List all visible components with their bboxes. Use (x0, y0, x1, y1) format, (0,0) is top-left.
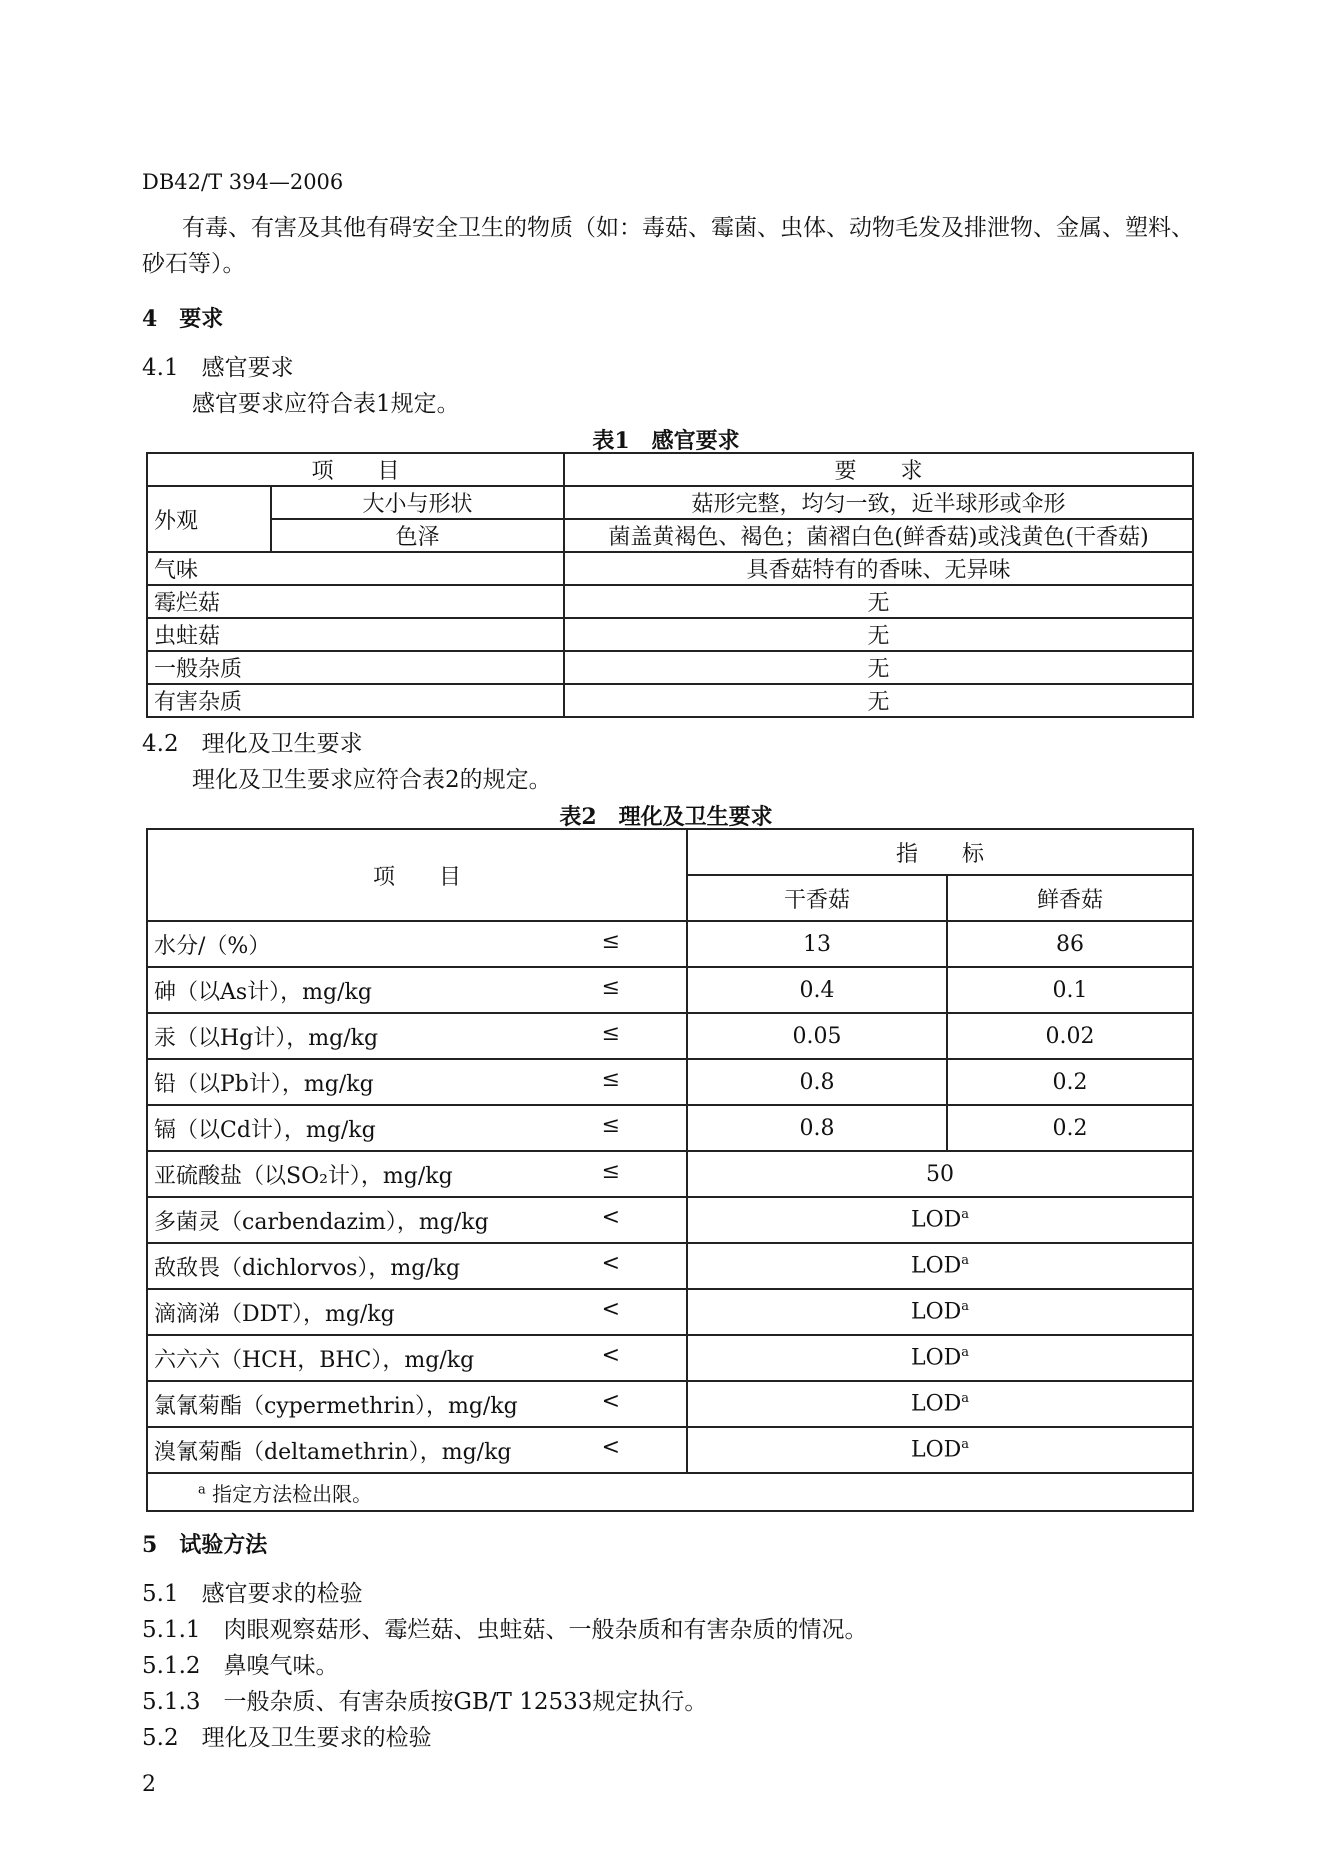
table2-op: < (601, 1388, 620, 1414)
table2-fresh-value: 0.2 (947, 1059, 1193, 1105)
section-4-1-title: 4.1 感官要求 (142, 355, 294, 381)
table2-caption: 表2 理化及卫生要求 (559, 804, 773, 830)
table2-op: ≤ (601, 928, 620, 954)
table1-req: 无 (564, 618, 1193, 651)
table2-dry-value: 0.05 (687, 1013, 947, 1059)
table2-dry-value: 0.8 (687, 1059, 947, 1105)
footnote-mark: a (961, 1345, 970, 1361)
table1-item: 气味 (147, 552, 564, 585)
page-number: 2 (142, 1772, 156, 1797)
table-row (147, 967, 1193, 1013)
table2-op: ≤ (601, 1020, 620, 1046)
table1-appearance: 外观 (147, 486, 271, 552)
table-row (147, 1289, 1193, 1335)
table2-limit-value: LOD (910, 1391, 962, 1417)
table2-item: 六六六（HCH，BHC），mg/kg (154, 1347, 475, 1373)
table2-head-item: 项 目 (147, 829, 687, 921)
table2-item: 氯氰菊酯（cypermethrin），mg/kg (154, 1393, 518, 1419)
table2-item: 亚硫酸盐（以SO₂计），mg/kg (154, 1163, 453, 1189)
table2-item: 滴滴涕（DDT），mg/kg (154, 1301, 395, 1327)
table1-item: 一般杂质 (147, 651, 564, 684)
section-5-1-3: 5.1.3 一般杂质、有害杂质按GB/T 12533规定执行。 (142, 1689, 708, 1715)
table-row (147, 618, 1193, 651)
table2-limit-value: LOD (910, 1437, 962, 1463)
table2-op: < (601, 1434, 620, 1460)
section-5-1-2: 5.1.2 鼻嗅气味。 (142, 1653, 339, 1679)
table1-sub-item: 色泽 (271, 519, 564, 552)
table2-limit-value: LOD (910, 1299, 962, 1325)
table-row (147, 585, 1193, 618)
table2-item: 砷（以As计），mg/kg (154, 979, 372, 1005)
table1-item: 霉烂菇 (147, 585, 564, 618)
table-row (147, 1013, 1193, 1059)
footnote-mark: a (961, 1253, 970, 1269)
table1-sensory (146, 452, 1194, 718)
footnote-mark: a (961, 1391, 970, 1407)
table2-item: 镉（以Cd计），mg/kg (154, 1117, 376, 1143)
table-row (147, 1059, 1193, 1105)
table2-footnote-row (147, 1473, 1193, 1511)
section-4-title: 4 要求 (142, 306, 224, 332)
table2-fresh-value: 0.1 (947, 967, 1193, 1013)
section-4-2-text: 理化及卫生要求应符合表2的规定。 (192, 767, 552, 793)
table-row (147, 1197, 1193, 1243)
table2-op: < (601, 1204, 620, 1230)
table2-dry-value: 13 (687, 921, 947, 967)
table2-op: ≤ (601, 1158, 620, 1184)
table1-req: 菇形完整，均匀一致，近半球形或伞形 (564, 486, 1193, 519)
table-row (147, 651, 1193, 684)
table1-item: 有害杂质 (147, 684, 564, 717)
table1-caption: 表1 感官要求 (592, 428, 740, 454)
table2-op: < (601, 1296, 620, 1322)
table2-limit-value: LOD (910, 1207, 962, 1233)
table1-item: 虫蛀菇 (147, 618, 564, 651)
table2-physicochemical (146, 828, 1194, 1512)
table-row (147, 1381, 1193, 1427)
section-5-2-title: 5.2 理化及卫生要求的检验 (142, 1725, 432, 1751)
footnote-mark: a (198, 1481, 206, 1497)
table2-item: 多菌灵（carbendazim），mg/kg (154, 1209, 489, 1235)
table2-footnote: 指定方法检出限。 (212, 1481, 373, 1506)
footnote-mark: a (961, 1207, 970, 1223)
table2-op: ≤ (601, 1066, 620, 1092)
table2-op: ≤ (601, 1112, 620, 1138)
table2-limit-value: LOD (910, 1253, 962, 1279)
table1-head-req: 要 求 (564, 453, 1193, 486)
table2-head-index: 指 标 (687, 829, 1193, 875)
table2-item: 溴氰菊酯（deltamethrin），mg/kg (154, 1439, 512, 1465)
table2-dry-value: 0.4 (687, 967, 947, 1013)
intro-line-1: 有毒、有害及其他有碍安全卫生的物质（如：毒菇、霉菌、虫体、动物毛发及排泄物、金属、塑料、 (182, 215, 1194, 241)
table1-req: 菌盖黄褐色、褐色；菌褶白色(鲜香菇)或浅黄色(干香菇) (564, 519, 1193, 552)
table2-limit-value: LOD (910, 1345, 962, 1371)
table-row (147, 1243, 1193, 1289)
table2-fresh-value: 0.02 (947, 1013, 1193, 1059)
footnote-mark: a (961, 1437, 970, 1453)
section-5-1-title: 5.1 感官要求的检验 (142, 1581, 363, 1607)
table2-op: < (601, 1342, 620, 1368)
footnote-mark: a (961, 1299, 970, 1315)
table-row (147, 1335, 1193, 1381)
table-row (147, 486, 1193, 519)
table1-header-row (147, 453, 1193, 486)
table1-req: 无 (564, 684, 1193, 717)
table-row (147, 1151, 1193, 1197)
table1-head-item: 项 目 (147, 453, 564, 486)
table2-item: 水分/（%） (154, 933, 271, 959)
table2-op: ≤ (601, 974, 620, 1000)
table2-op: < (601, 1250, 620, 1276)
table2-fresh-value: 0.2 (947, 1105, 1193, 1151)
table-row (147, 684, 1193, 717)
table-row (147, 1105, 1193, 1151)
table-row (147, 1427, 1193, 1473)
table2-col-dry: 干香菇 (687, 875, 947, 921)
table2-dry-value: 0.8 (687, 1105, 947, 1151)
table2-fresh-value: 86 (947, 921, 1193, 967)
table-row (147, 552, 1193, 585)
table2-item: 敌敌畏（dichlorvos），mg/kg (154, 1255, 461, 1281)
table1-req: 无 (564, 585, 1193, 618)
table2-item: 铅（以Pb计），mg/kg (154, 1071, 374, 1097)
table1-req: 具香菇特有的香味、无异味 (564, 552, 1193, 585)
table-row (147, 519, 1193, 552)
table2-header-row (147, 829, 1193, 875)
table2-col-fresh: 鲜香菇 (947, 875, 1193, 921)
table2-item: 汞（以Hg计），mg/kg (154, 1025, 379, 1051)
intro-line-2: 砂石等）。 (142, 251, 246, 277)
section-5-1-1: 5.1.1 肉眼观察菇形、霉烂菇、虫蛀菇、一般杂质和有害杂质的情况。 (142, 1617, 868, 1643)
section-5-title: 5 试验方法 (142, 1532, 268, 1558)
standard-number: DB42/T 394—2006 (142, 170, 344, 194)
section-4-2-title: 4.2 理化及卫生要求 (142, 731, 363, 757)
table2-limit-value: 50 (926, 1161, 954, 1187)
section-4-1-text: 感官要求应符合表1规定。 (192, 391, 460, 417)
table1-req: 无 (564, 651, 1193, 684)
table-row (147, 921, 1193, 967)
table1-sub-item: 大小与形状 (271, 486, 564, 519)
